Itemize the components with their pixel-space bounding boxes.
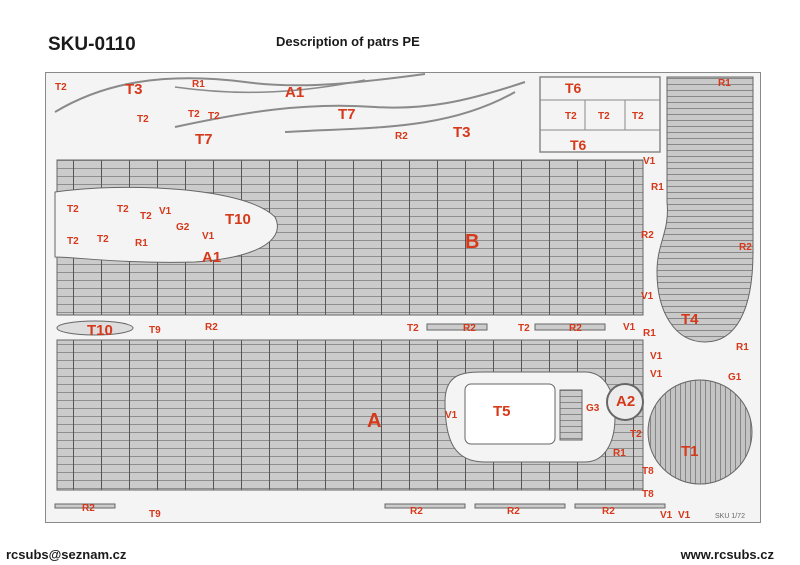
t4-part [657, 77, 753, 342]
label-T2: T2 [188, 109, 200, 120]
label-A2: A2 [616, 393, 636, 410]
label-R2: R2 [602, 506, 615, 517]
label-R1: R1 [651, 182, 664, 193]
label-T2: T2 [137, 114, 149, 125]
label-T5: T5 [493, 403, 511, 420]
label-R2: R2 [507, 506, 520, 517]
label-R2: R2 [205, 322, 218, 333]
label-T3: T3 [453, 124, 471, 141]
label-G3: G3 [586, 403, 600, 414]
label-T2: T2 [140, 211, 152, 222]
label-T2: T2 [67, 236, 79, 247]
label-T8: T8 [642, 489, 654, 500]
label-T10: T10 [225, 211, 251, 228]
label-R2: R2 [410, 506, 423, 517]
label-T2: T2 [55, 82, 67, 93]
label-R1: R1 [135, 238, 148, 249]
label-T2: T2 [208, 111, 220, 122]
label-T2: T2 [632, 111, 644, 122]
label-A1: A1 [285, 84, 305, 101]
label-T3: T3 [125, 81, 143, 98]
label-T2: T2 [565, 111, 577, 122]
label-T2: T2 [518, 323, 530, 334]
page-title: Description of patrs PE [276, 34, 420, 49]
label-A1: A1 [202, 249, 222, 266]
label-V1: V1 [202, 231, 215, 242]
label-T10: T10 [87, 322, 113, 339]
label-R1: R1 [736, 342, 749, 353]
label-V1: V1 [678, 510, 691, 521]
label-R1: R1 [613, 448, 626, 459]
label-V1: V1 [650, 369, 663, 380]
t1-disc [648, 380, 752, 484]
label-V1: V1 [445, 410, 458, 421]
label-T2: T2 [630, 429, 642, 440]
label-T7: T7 [195, 131, 213, 148]
website-url: www.rcsubs.cz [680, 547, 774, 562]
product-code: SKU-0110 [48, 34, 136, 55]
label-R2: R2 [641, 230, 654, 241]
label-T2: T2 [407, 323, 419, 334]
label-V1: V1 [643, 156, 656, 167]
label-R2: R2 [463, 323, 476, 334]
label-V1: V1 [623, 322, 636, 333]
label-B: B [465, 231, 480, 253]
label-V1: V1 [641, 291, 654, 302]
label-R1: R1 [643, 328, 656, 339]
label-G2: G2 [176, 222, 190, 233]
label-V1: V1 [159, 206, 172, 217]
label-T8: T8 [642, 466, 654, 477]
label-R1: R1 [192, 79, 205, 90]
label-R1: R1 [718, 78, 731, 89]
label-G1: G1 [728, 372, 742, 383]
label-T2: T2 [67, 204, 79, 215]
scale-mark: SKU 1/72 [715, 513, 745, 520]
label-V1: V1 [650, 351, 663, 362]
photo-etch-fret [45, 72, 761, 523]
label-T2: T2 [598, 111, 610, 122]
label-R2: R2 [739, 242, 752, 253]
label-R2: R2 [395, 131, 408, 142]
label-T2: T2 [117, 204, 129, 215]
label-T2: T2 [97, 234, 109, 245]
label-T1: T1 [681, 443, 699, 460]
contact-email: rcsubs@seznam.cz [6, 547, 127, 562]
label-R2: R2 [82, 503, 95, 514]
label-T4: T4 [681, 311, 699, 328]
label-V1: V1 [660, 510, 673, 521]
label-T7: T7 [338, 106, 356, 123]
label-T9: T9 [149, 325, 161, 336]
label-T9: T9 [149, 509, 161, 520]
label-R2: R2 [569, 323, 582, 334]
label-T6: T6 [570, 137, 587, 153]
label-T6: T6 [565, 80, 582, 96]
label-A: A [367, 410, 382, 432]
